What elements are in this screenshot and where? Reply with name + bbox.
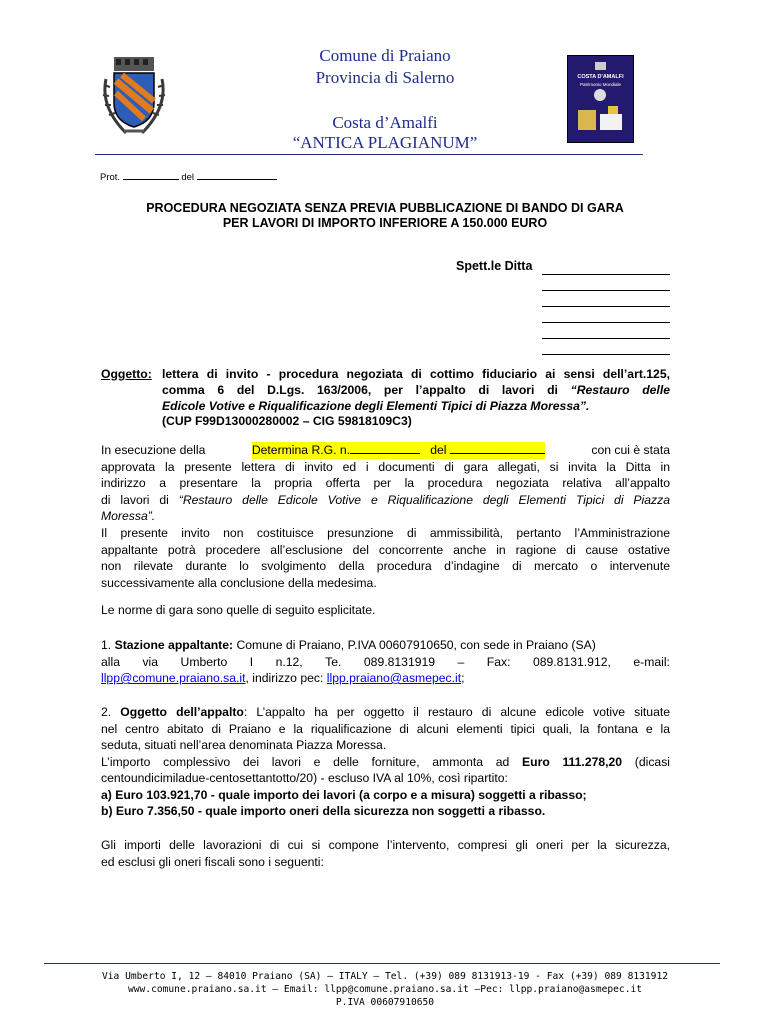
determina-reference: Determina R.G. n. del (252, 442, 545, 459)
para1-line-3: indirizzo a presentare la propria offerta per la procedura negoziata relativa all’appalto (101, 476, 670, 490)
section1-label: Stazione appaltante: (114, 638, 234, 652)
municipal-crest-icon (100, 55, 168, 139)
section2-line-5: centoundicimiladue-centosettantotto/20) - escluso IVA al 10%, così ripartito: (101, 771, 508, 785)
para2-line-1: Il presente invito non costituisce presunzione di ammissibilità, pertanto l’Amministrazione (101, 526, 670, 540)
para4-line-1: Gli importi delle lavorazioni di cui si compone l’intervento, compresi gli oneri per la sicurezza, (101, 838, 670, 852)
prot-del-label: del (181, 172, 195, 183)
para1-start: In esecuzione della (101, 443, 206, 457)
oggetto-label: Oggetto: (101, 367, 152, 381)
paragraph-importi (101, 837, 670, 870)
section-oggetto-appalto: 2. Oggetto dell’appalto: L’appalto ha per oggetto il restauro di alcune edicole votive situate nel centro abitato di Praiano e la riqualificazione di alcuni elementi tipici quali, la fontana e la seduta, situati nell’area denominata Piazza Moressa. L’importo complessivo dei lavori e delle forniture, ammonta ad Euro 111.278,20 (dicasi centoundicimiladue-centosettantotto/20) - escluso IVA al 10%, così ripartito: a) Euro 103.921,70 - quale importo dei lavori (a corpo e a misura) soggetti a ribasso; b) Euro 7.356,50 - quale importo oneri della sicurezza non soggetti a ribasso. (101, 705, 671, 818)
para1-line-5: Moressa”. (101, 509, 156, 523)
para1-end: con cui è stata (591, 443, 670, 457)
section2-line-2: nel centro abitato di Praiano e la riqualificazione di alcuni elementi tipici quali, la fontana e la (101, 721, 670, 736)
pec-link[interactable]: llpp.praiano@asmepec.it (326, 671, 462, 685)
header-motto: “ANTICA PLAGIANUM” (292, 133, 478, 152)
header-province: Provincia di Salerno (315, 68, 455, 87)
section1-contacts: alla via Umberto I n.12, Te. 089.8131919 – Fax: 089.8131.912, e-mail: (101, 654, 670, 669)
title-line-1: PROCEDURA NEGOZIATA SENZA PREVIA PUBBLICAZIONE DI BANDO DI GARA (146, 201, 624, 215)
oggetto-line-1: lettera di invito - procedura negoziata di cottimo fiduciario ai sensi dell’art.125, (162, 367, 670, 381)
costa-amalfi-unesco-badge-icon (567, 55, 634, 143)
addressee-lines (542, 258, 670, 355)
footer-vat: P.IVA 00607910650 (335, 997, 435, 1008)
addressee-label: Spett.le Ditta (456, 259, 533, 273)
para1-line-4: di lavori di “Restauro delle Edicole Votive e Riqualificazione degli Elementi Tipici di Piazza (101, 492, 670, 507)
paragraph-norms: Le norme di gara sono quelle di seguito esplicitate. (101, 603, 376, 617)
oggetto-line-2: comma 6 del D.Lgs. 163/2006, per l’appalto di lavori di “Restauro delle (162, 383, 670, 397)
para4-line-2: ed esclusi gli oneri fiscali sono i seguenti: (101, 854, 324, 869)
document-title (60, 201, 710, 231)
para2-line-2: appaltante potrà procedere all’esclusione del concorrente anche in ragione di cause ostative (101, 542, 670, 557)
footer-address: Via Umberto I, 12 – 84010 Praiano (SA) – ITALY – Tel. (+39) 089 8131913-19 - Fax (+39) 089 8131912 (101, 971, 669, 982)
section2-label: Oggetto dell’appalto (120, 705, 244, 719)
amount-lavori: a) Euro 103.921,70 - quale importo dei lavori (a corpo e a misura) soggetti a ribasso; (101, 787, 587, 802)
badge-title: COSTA D'AMALFI (577, 74, 624, 80)
section-stazione-appaltante: 1. Stazione appaltante: Comune di Praiano, P.IVA 00607910650, con sede in Praiano (SA) alla via Umberto I n.12, Te. 089.8131919 – Fax: 089.8131.912, e-mail: llpp@comune.praiano.sa.it, indirizzo pec: llpp.praiano@asmepec.it; (101, 638, 670, 685)
header-municipality: Comune di Praiano (319, 46, 451, 65)
section2-amount-line: L’importo complessivo dei lavori e delle forniture, ammonta ad Euro 111.278,20 (dicasi (101, 754, 670, 769)
prot-label: Prot. (100, 172, 121, 183)
protocol-line (100, 172, 277, 183)
title-line-2: PER LAVORI DI IMPORTO INFERIORE A 150.000 EURO (222, 216, 548, 230)
para2-line-4: successivamente alla conclusione della medesima. (101, 575, 377, 590)
email-link[interactable]: llpp@comune.praiano.sa.it (101, 671, 246, 685)
footer-contacts: www.comune.praiano.sa.it – Email: llpp@comune.praiano.sa.it –Pec: llpp.praiano@asmepec.it (127, 984, 643, 995)
paragraph-disclaimer (101, 525, 670, 591)
amount-sicurezza: b) Euro 7.356,50 - quale importo oneri della sicurezza non soggetti a ribasso. (101, 804, 546, 818)
section2-line-3: seduta, situati nell’area denominata Piazza Moressa. (101, 738, 387, 752)
badge-subtitle: Patrimonio Mondiale (579, 82, 622, 87)
header-coast: Costa d’Amalfi (332, 113, 438, 132)
paragraph-determina (101, 442, 670, 525)
para2-line-3: non rilevate durante lo svolgimento della procedura d’indagine di mercato o intervenute (101, 559, 670, 573)
oggetto-codes: (CUP F99D13000280002 – CIG 59818109C3) (162, 414, 412, 428)
oggetto-line-3: Edicole Votive e Riqualificazione degli Elementi Tipici di Piazza Moressa”. (162, 399, 590, 413)
para1-line-2: approvata la presente lettera di invito ed i documenti di gara allegati, si invita la Ditta in (101, 459, 670, 474)
